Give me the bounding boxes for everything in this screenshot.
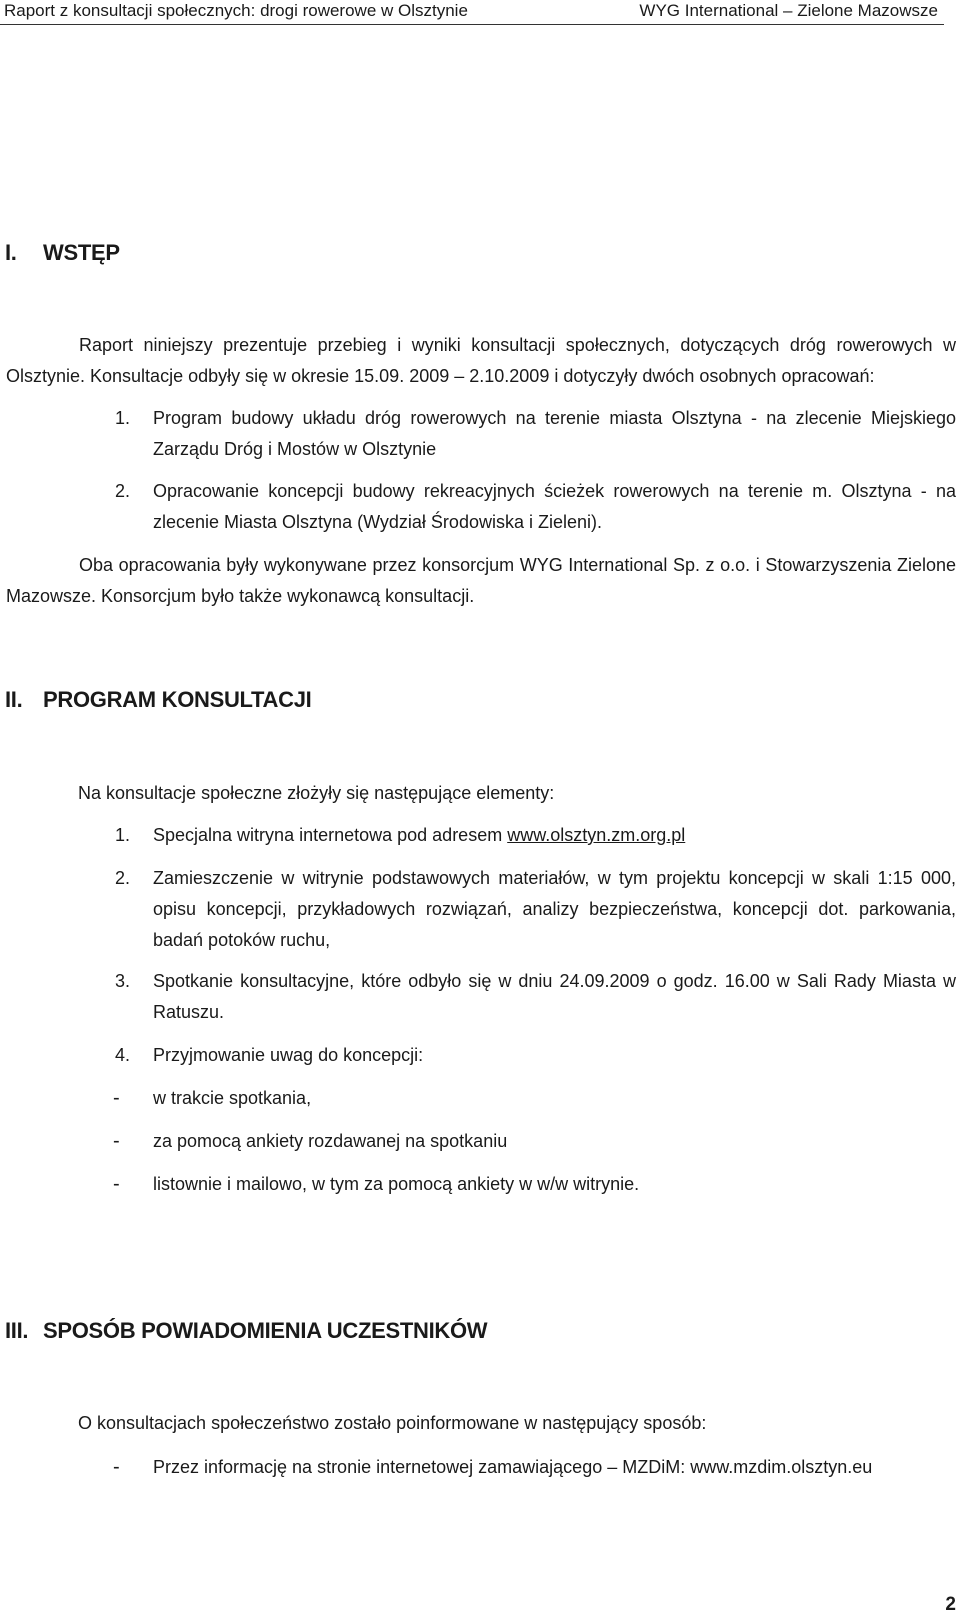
website-link[interactable]: www.olsztyn.zm.org.pl — [507, 825, 686, 845]
dash-marker: - — [113, 1456, 120, 1478]
program-intro: Na konsultacje społeczne złożyły się następujące elementy: — [78, 783, 555, 803]
header-title: Raport z konsultacji społecznych: drogi rowerowe w Olsztynie — [4, 1, 468, 20]
outro-paragraph: Oba opracowania były wykonywane przez konsorcjum WYG International Sp. z o.o. i Stowarzyszenia Zielone Mazowsze. Konsorcjum było także wykonawcą konsultacji. — [6, 555, 956, 606]
section-number: I. — [5, 240, 17, 265]
list-number: 1. — [115, 408, 131, 428]
list-item — [0, 820, 960, 851]
section-title: PROGRAM KONSULTACJI — [43, 687, 312, 712]
list-item — [0, 863, 960, 956]
notification-intro: O konsultacjach społeczeństwo zostało poinformowane w następujący sposób: — [78, 1413, 707, 1433]
section-title: SPOSÓB POWIADOMIENIA UCZESTNIKÓW — [43, 1318, 488, 1343]
dash-text: za pomocą ankiety rozdawanej na spotkaniu — [153, 1131, 508, 1151]
dash-marker: - — [113, 1130, 120, 1152]
dash-item — [0, 1452, 960, 1483]
dash-marker: - — [113, 1173, 120, 1195]
list-text: Program budowy układu dróg rowerowych na terenie miasta Olsztyna - na zlecenie Miejskiego Zarządu Dróg i Mostów w Olsztynie — [153, 408, 956, 459]
list-item — [0, 1040, 960, 1071]
list-text: Zamieszczenie w witrynie podstawowych materiałów, w tym projektu koncepcji w skali 1:15 000, opisu koncepcji, przykładowych rozwiązań, analizy bezpieczeństwa, koncepcji dot. parkowania, badań potoków ruchu, — [153, 868, 956, 950]
header-authors: WYG International – Zielone Mazowsze — [639, 1, 938, 20]
list-item — [0, 403, 960, 465]
list-number: 1. — [115, 825, 131, 845]
dash-text: Przez informację na stronie internetowej zamawiającego – MZDiM: www.mzdim.olsztyn.eu — [153, 1457, 873, 1477]
dash-text: w trakcie spotkania, — [153, 1088, 312, 1108]
list-number: 3. — [115, 971, 131, 991]
page-number: 2 — [945, 1594, 956, 1615]
dash-item — [0, 1126, 960, 1157]
list-number: 2. — [115, 868, 131, 888]
dash-marker: - — [113, 1087, 120, 1109]
list-text — [153, 820, 956, 851]
list-text-prefix: Specjalna witryna internetowa pod adresem — [153, 825, 508, 845]
section-title: WSTĘP — [43, 240, 120, 265]
list-number: 4. — [115, 1045, 131, 1065]
dash-item — [0, 1169, 960, 1200]
dash-item — [0, 1083, 960, 1114]
section-heading-1 — [5, 240, 120, 266]
list-text: Spotkanie konsultacyjne, które odbyło się w dniu 24.09.2009 o godz. 16.00 w Sali Rady Miasta w Ratuszu. — [153, 971, 956, 1022]
list-item — [0, 966, 960, 1028]
section-heading-3 — [5, 1318, 488, 1344]
section-number: III. — [5, 1318, 29, 1343]
list-item — [0, 476, 960, 538]
section-number: II. — [5, 687, 23, 712]
page-header — [0, 0, 944, 25]
dash-text: listownie i mailowo, w tym za pomocą ankiety w w/w witrynie. — [153, 1174, 640, 1194]
section-heading-2 — [5, 687, 312, 713]
list-number: 2. — [115, 481, 131, 501]
list-text: Opracowanie koncepcji budowy rekreacyjnych ścieżek rowerowych na terenie m. Olsztyna - na zlecenie Miasta Olsztyna (Wydział Środowiska i Zieleni). — [153, 481, 956, 532]
intro-paragraph: Raport niniejszy prezentuje przebieg i wyniki konsultacji społecznych, dotyczących dróg rowerowych w Olsztynie. Konsultacje odbyły się w okresie 15.09. 2009 – 2.10.2009 i dotyczyły dwóch osobnych opracowań: — [6, 335, 956, 386]
list-text: Przyjmowanie uwag do koncepcji: — [153, 1045, 424, 1065]
